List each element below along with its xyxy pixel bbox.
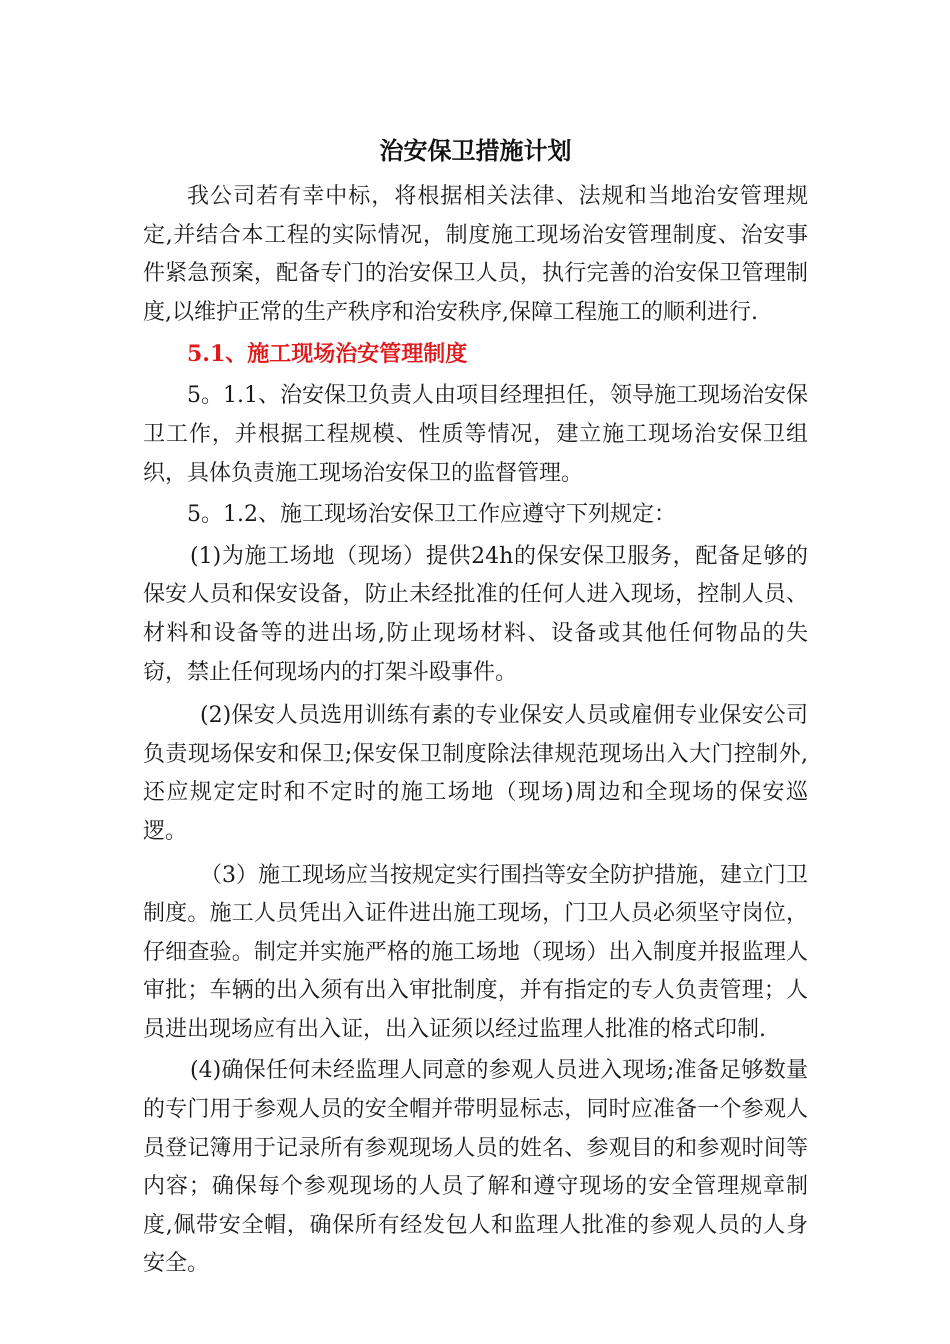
intro-paragraph: 我公司若有幸中标，将根据相关法律、法规和当地治安管理规定,并结合本工程的实际情况，制度施工现场治安管理制度、治安事件紧急预案，配备专门的治安保卫人员，执行完善的治安保卫管理制度,以维护正常的生产秩序和治安秩序,保障工程施工的顺利进行. (143, 184, 808, 325)
item-1: (1)为施工场地（现场）提供24h的保安保卫服务，配备足够的保安人员和保安设备，防止未经批准的任何人进入现场，控制人员、材料和设备等的进出场,防止现场材料、设备或其他任何物品的失窃，禁止任何现场内的打架斗殴事件。 (143, 543, 808, 685)
item-4: (4)确保任何未经监理人同意的参观人员进入现场;准备足够数量的专门用于参观人员的安全帽并带明显标志，同时应准备一个参观人员登记簿用于记录所有参观现场人员的姓名、参观目的和参观时间等内容；确保每个参观现场的人员了解和遵守现场的安全管理规章制度,佩带安全帽，确保所有经发包人和监理人批准的参观人员的人身安全。 (143, 1058, 808, 1277)
clause-1-2: 5。1.2、施工现场治安保卫工作应遵守下列规定： (187, 502, 676, 528)
document-title: 治安保卫措施计划 (379, 136, 572, 165)
document-body (143, 128, 808, 1284)
section-heading: 5.1、施工现场治安管理制度 (187, 341, 468, 368)
item-2: (2)保安人员选用训练有素的专业保安人员或雇佣专业保安公司负责现场保安和保卫;保安保卫制度除法律规范现场出入大门控制外,还应规定定时和不定时的施工场地（现场)周边和全现场的保安巡逻。 (143, 703, 808, 844)
clause-1-1: 5。1.1、治安保卫负责人由项目经理担任，领导施工现场治安保卫工作，并根据工程规模、性质等情况，建立施工现场治安保卫组织，具体负责施工现场治安保卫的监督管理。 (143, 383, 808, 486)
item-3: （3）施工现场应当按规定实行围挡等安全防护措施，建立门卫制度。施工人员凭出入证件进出施工现场，门卫人员必须坚守岗位，仔细查验。制定并实施严格的施工场地（现场）出入制度并报监理人审批；车辆的出入须有出入审批制度，并有指定的专人负责管理；人员进出现场应有出入证，出入证须以经过监理人批准的格式印制. (143, 862, 808, 1042)
